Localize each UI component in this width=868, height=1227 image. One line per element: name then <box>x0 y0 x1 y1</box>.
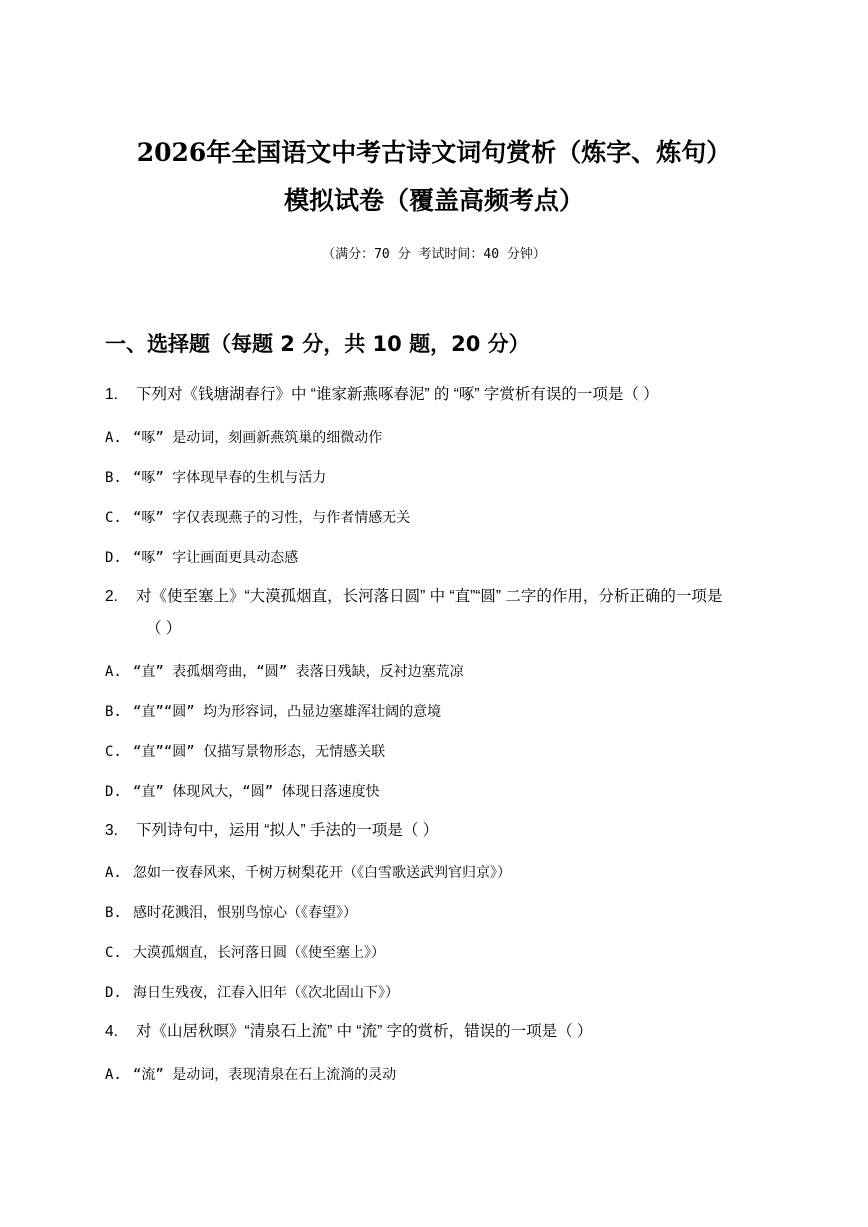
question-text: 对《使至塞上》“大漠孤烟直，长河落日圆” 中 “直”“圆” 二字的作用，分析正确的一项是 <box>136 588 723 605</box>
doc-title-line1: 2026年全国语文中考古诗文词句赏析（炼字、炼句） <box>136 138 732 167</box>
option-text: “流” 是动词，表现清泉在石上流淌的灵动 <box>133 1067 397 1083</box>
option-letter: A. <box>105 664 122 680</box>
option-2b <box>105 702 441 722</box>
option-3d <box>105 983 399 1003</box>
option-letter: C. <box>105 510 122 526</box>
question-number: 4. <box>105 1023 118 1040</box>
question-3 <box>105 820 438 842</box>
option-text: “直” 体现风大，“圆” 体现日落速度快 <box>133 784 380 800</box>
option-letter: D. <box>105 550 122 566</box>
option-letter: C. <box>105 945 122 961</box>
option-2d <box>105 782 380 802</box>
question-2 <box>105 586 722 640</box>
option-text: “啄” 是动词，刻画新燕筑巢的细微动作 <box>133 430 383 446</box>
option-letter: A. <box>105 430 122 446</box>
question-number: 1. <box>105 386 118 403</box>
option-text: 海日生残夜，江春入旧年（《次北固山下》） <box>133 985 399 1001</box>
question-text: 下列诗句中，运用 “拟人” 手法的一项是（ ） <box>136 822 439 839</box>
question-4 <box>105 1021 592 1043</box>
option-1a <box>105 428 382 448</box>
option-1b <box>105 468 326 488</box>
option-letter: B. <box>105 704 122 720</box>
option-letter: D. <box>105 784 122 800</box>
option-3c <box>105 943 385 963</box>
option-4a <box>105 1065 396 1085</box>
question-text: 下列对《钱塘湖春行》中 “谁家新燕啄春泥” 的 “啄” 字赏析有误的一项是（ ） <box>136 386 659 403</box>
option-2a <box>105 662 464 682</box>
option-text: “直” 表孤烟弯曲，“圆” 表落日残缺，反衬边塞荒凉 <box>133 664 464 680</box>
option-text: “啄” 字让画面更具动态感 <box>133 550 299 566</box>
option-letter: A. <box>105 1067 122 1083</box>
option-letter: D. <box>105 985 122 1001</box>
question-text-continued: （ ） <box>146 620 182 637</box>
option-3b <box>105 903 357 923</box>
option-text: “直”“圆” 仅描写景物形态，无情感关联 <box>133 744 386 760</box>
option-text: “啄” 字仅表现燕子的习性，与作者情感无关 <box>133 510 411 526</box>
exam-meta: （满分：70 分 考试时间：40 分钟） <box>322 247 546 262</box>
option-text: 大漠孤烟直，长河落日圆（《使至塞上》） <box>133 945 385 961</box>
section-heading-choice: 一、选择题（每题 2 分，共 10 题，20 分） <box>105 332 530 356</box>
doc-title-line2: 模拟试卷（覆盖高频考点） <box>283 186 584 215</box>
option-text: 感时花溅泪，恨别鸟惊心（《春望》） <box>133 905 357 921</box>
question-text: 对《山居秋暝》“清泉石上流” 中 “流” 字的赏析，错误的一项是（ ） <box>136 1023 593 1040</box>
option-letter: A. <box>105 865 122 881</box>
option-text: “直”“圆” 均为形容词，凸显边塞雄浑壮阔的意境 <box>133 704 442 720</box>
option-1c <box>105 508 410 528</box>
question-number: 3. <box>105 822 118 839</box>
option-letter: B. <box>105 905 122 921</box>
option-text: “啄” 字体现早春的生机与活力 <box>133 470 327 486</box>
option-1d <box>105 548 298 568</box>
question-1 <box>105 384 659 406</box>
option-3a <box>105 863 511 883</box>
option-letter: B. <box>105 470 122 486</box>
question-number: 2. <box>105 588 118 605</box>
option-text: 忽如一夜春风来，千树万树梨花开（《白雪歌送武判官归京》） <box>133 865 511 881</box>
option-letter: C. <box>105 744 122 760</box>
option-2c <box>105 742 385 762</box>
